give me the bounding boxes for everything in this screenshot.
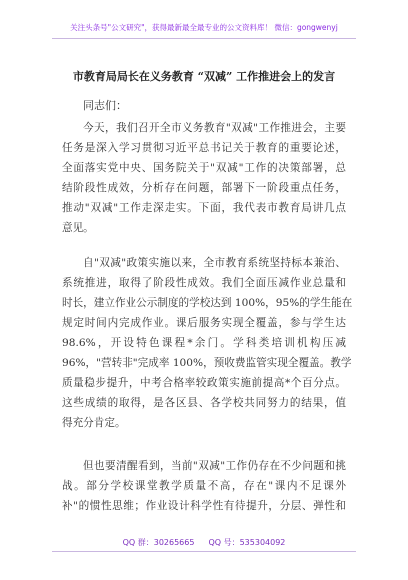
text-line: 意见。 [62,222,94,234]
paragraph-1 [62,118,346,238]
header-banner: 关注头条号"公文研究"，获得最新最全最专业的公文资料库！ 微信：gongwenyj [70,23,338,32]
header-divider [52,38,356,39]
salutation: 同志们： [83,99,127,112]
footer-divider [52,551,356,552]
text-line: 96%，"营转非"完成率 100%，预收费监管实现全覆盖。教学 [62,357,352,369]
text-line: 这些成绩的取得，是各区县、各学校共同努力的结果，值 [62,397,346,409]
text-line: 质量稳步提升，中考合格率较政策实施前提高*个百分点。 [62,377,346,389]
text-line: 时长，建立作业公示制度的学校达到 100%，95%的学生能在 [62,297,353,309]
text-line: 推动"双减"工作走深走实。下面，我代表市教育局讲几点 [62,202,346,214]
text-line: 今天，我们召开全市义务教育"双减"工作推进会，主要 [83,122,346,134]
text-line: 但也要清醒看到，当前"双减"工作仍存在不少问题和挑 [83,460,346,472]
text-line: 补"的惯性思维；作业设计科学性有待提升，分层、弹性和 [62,500,346,512]
text-line: 战。部分学校课堂教学质量不高，存在"课内不足课外 [62,480,346,492]
text-line: 系统推进，取得了阶段性成效。我们全面压减作业总量和 [62,277,346,289]
qq-number-text: QQ 号：535304092 [208,538,286,547]
text-line: 结阶段性成效，分析存在问题，部署下一阶段重点任务， [62,182,346,194]
text-line: 98.6%，开设特色课程*余门。学科类培训机构压减 [62,337,346,349]
qq-group-text: QQ 群：30265665 [122,538,195,547]
text-line: 得充分肯定。 [62,417,126,429]
document-title: 市教育局局长在义务教育 “双减” 工作推进会上的发言 [72,70,336,83]
text-line: 全面落实党中央、国务院关于"双减"工作的决策部署，总 [62,162,346,174]
paragraph-2 [62,253,353,433]
text-line: 自"双减"政策实施以来，全市教育系统坚持标本兼治、 [83,257,346,269]
footer-contact [0,537,408,548]
paragraph-3 [62,456,346,516]
text-line: 任务是深入学习贯彻习近平总书记关于教育的重要论述， [62,142,346,154]
text-line: 规定时间内完成作业。课后服务实现全覆盖，参与学生达 [62,317,346,329]
